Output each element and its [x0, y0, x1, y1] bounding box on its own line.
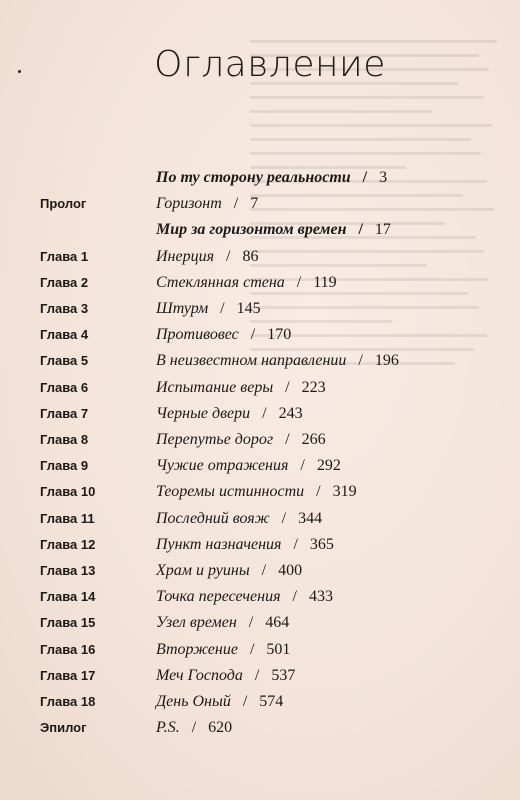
toc-page-number: 223 — [301, 378, 326, 396]
toc-page-number: 3 — [379, 169, 388, 186]
toc-entry-title: Последний вояж — [156, 509, 270, 527]
toc-chapter-label: Глава 10 — [40, 484, 96, 500]
toc-separator: / — [285, 378, 290, 396]
toc-page-number: 464 — [265, 614, 290, 632]
toc-page-number: 266 — [301, 431, 326, 448]
toc-entry-title: Узел времен — [156, 614, 237, 632]
toc-chapter-label: Глава 14 — [40, 589, 96, 605]
toc-page-number: 319 — [332, 483, 357, 501]
toc-chapter-label: Глава 16 — [40, 641, 96, 657]
toc-chapter-label: Глава 6 — [40, 379, 89, 395]
toc-page-number: 145 — [236, 300, 261, 317]
toc-page-number: 243 — [278, 404, 303, 422]
toc-entry-title: Испытание веры — [156, 378, 274, 396]
toc-entry-title: Инерция — [156, 247, 215, 265]
toc-separator: / — [285, 431, 290, 448]
toc-part-entry — [156, 217, 391, 243]
toc-separator: / — [293, 535, 298, 553]
toc-separator: / — [233, 195, 239, 213]
toc-entry-title: Противовес — [156, 326, 239, 344]
toc-chapter-entry — [156, 610, 289, 636]
toc-page-number: 7 — [250, 195, 259, 213]
toc-entry-title: Штурм — [156, 300, 209, 317]
toc-chapter-entry — [156, 270, 337, 296]
toc-page-number: 620 — [208, 719, 233, 737]
toc-page-number: 344 — [298, 509, 323, 527]
toc-entry-title: В неизвестном направлении — [156, 352, 347, 370]
toc-chapter-entry — [156, 506, 322, 532]
toc-separator: / — [292, 588, 297, 606]
toc-separator: / — [358, 352, 363, 370]
toc-entry-title: Точка пересечения — [156, 588, 281, 606]
toc-chapter-label: Глава 5 — [40, 353, 89, 369]
toc-page-number: 119 — [313, 273, 337, 291]
toc-separator: / — [296, 273, 302, 291]
toc-separator: / — [262, 404, 267, 422]
toc-entry-title: Перепутье дорог — [156, 431, 274, 448]
toc-chapter-label: Глава 7 — [40, 405, 89, 421]
toc-separator: / — [300, 457, 305, 475]
toc-chapter-entry — [156, 348, 399, 374]
toc-separator: / — [362, 169, 368, 186]
toc-page-number: 574 — [259, 693, 284, 710]
toc-page-number: 400 — [278, 562, 303, 579]
toc-chapter-label: Глава 4 — [40, 327, 89, 343]
toc-entry-title: Мир за горизонтом времен — [156, 221, 347, 239]
toc-chapter-label: Глава 11 — [40, 510, 95, 526]
toc-separator: / — [226, 247, 231, 265]
toc-entry-title: Вторжение — [156, 640, 238, 658]
toc-entry-title: Меч Господа — [156, 666, 243, 684]
toc-separator: / — [254, 666, 260, 684]
toc-page-number: 196 — [374, 352, 399, 370]
toc-chapter-entry — [156, 427, 326, 453]
toc-entry-title: P.S. — [156, 719, 180, 737]
toc-separator: / — [261, 562, 267, 579]
toc-chapter-label: Глава 2 — [40, 274, 89, 290]
toc-page-number: 17 — [374, 221, 391, 239]
toc-chapter-entry — [156, 637, 290, 663]
toc-chapter-entry — [156, 558, 302, 584]
toc-chapter-entry — [156, 689, 283, 715]
toc-chapter-label: Глава 1 — [40, 248, 89, 264]
toc-chapter-entry — [156, 375, 326, 401]
toc-chapter-entry — [156, 532, 334, 558]
toc-page-number: 537 — [271, 666, 296, 684]
toc-chapter-entry — [156, 322, 291, 348]
toc-chapter-label: Глава 15 — [40, 615, 96, 631]
toc-separator: / — [191, 719, 197, 737]
toc-chapter-entry — [156, 453, 341, 479]
toc-chapter-label: Глава 12 — [40, 536, 96, 552]
toc-chapter-entry — [156, 296, 261, 322]
toc-separator: / — [358, 221, 363, 239]
toc-chapter-label: Глава 9 — [40, 458, 89, 474]
toc-chapter-entry — [156, 244, 258, 270]
toc-page-number: 170 — [267, 326, 292, 344]
toc-separator: / — [316, 483, 321, 501]
toc-chapter-entry — [156, 401, 303, 427]
toc-chapter-label: Глава 13 — [40, 563, 96, 578]
toc-separator: / — [281, 509, 287, 527]
toc-chapter-label: Пролог — [40, 196, 87, 212]
toc-page-number: 86 — [242, 247, 259, 265]
toc-entry-title: Теоремы истинности — [156, 483, 305, 501]
toc-entry-title: Черные двери — [156, 404, 251, 422]
toc-separator: / — [220, 300, 225, 317]
toc-chapter-label: Глава 18 — [40, 694, 96, 709]
toc-chapter-entry — [156, 191, 258, 217]
toc-part-entry — [156, 165, 387, 191]
toc-chapter-label: Глава 8 — [40, 432, 89, 447]
toc-chapter-label: Глава 17 — [40, 667, 96, 683]
toc-chapter-entry — [156, 715, 232, 741]
toc-entry-title: Горизонт — [156, 195, 222, 213]
toc-chapter-entry — [156, 584, 333, 610]
toc-chapter-label: Глава 3 — [40, 301, 89, 316]
toc-page-number: 433 — [308, 588, 333, 606]
toc-page-number: 365 — [309, 535, 334, 553]
toc-page-number: 292 — [316, 457, 341, 475]
toc-separator: / — [250, 326, 256, 344]
toc-separator: / — [249, 640, 255, 658]
toc-separator: / — [248, 614, 254, 632]
toc-entry-title: Пункт назначения — [156, 535, 282, 553]
toc-chapter-entry — [156, 663, 295, 689]
toc-entry-title: Чужие отражения — [156, 457, 289, 475]
toc-separator: / — [242, 693, 248, 710]
toc-entry-title: По ту сторону реальности — [156, 169, 351, 186]
toc-entry-title: Храм и руины — [156, 562, 250, 579]
toc-chapter-label: Эпилог — [40, 720, 87, 736]
toc-page-number: 501 — [266, 640, 291, 658]
page-title: Оглавление — [154, 44, 386, 85]
toc-entry-title: День Оный — [156, 693, 231, 710]
toc-chapter-entry — [156, 479, 357, 505]
toc-entry-title: Стеклянная стена — [156, 273, 285, 291]
